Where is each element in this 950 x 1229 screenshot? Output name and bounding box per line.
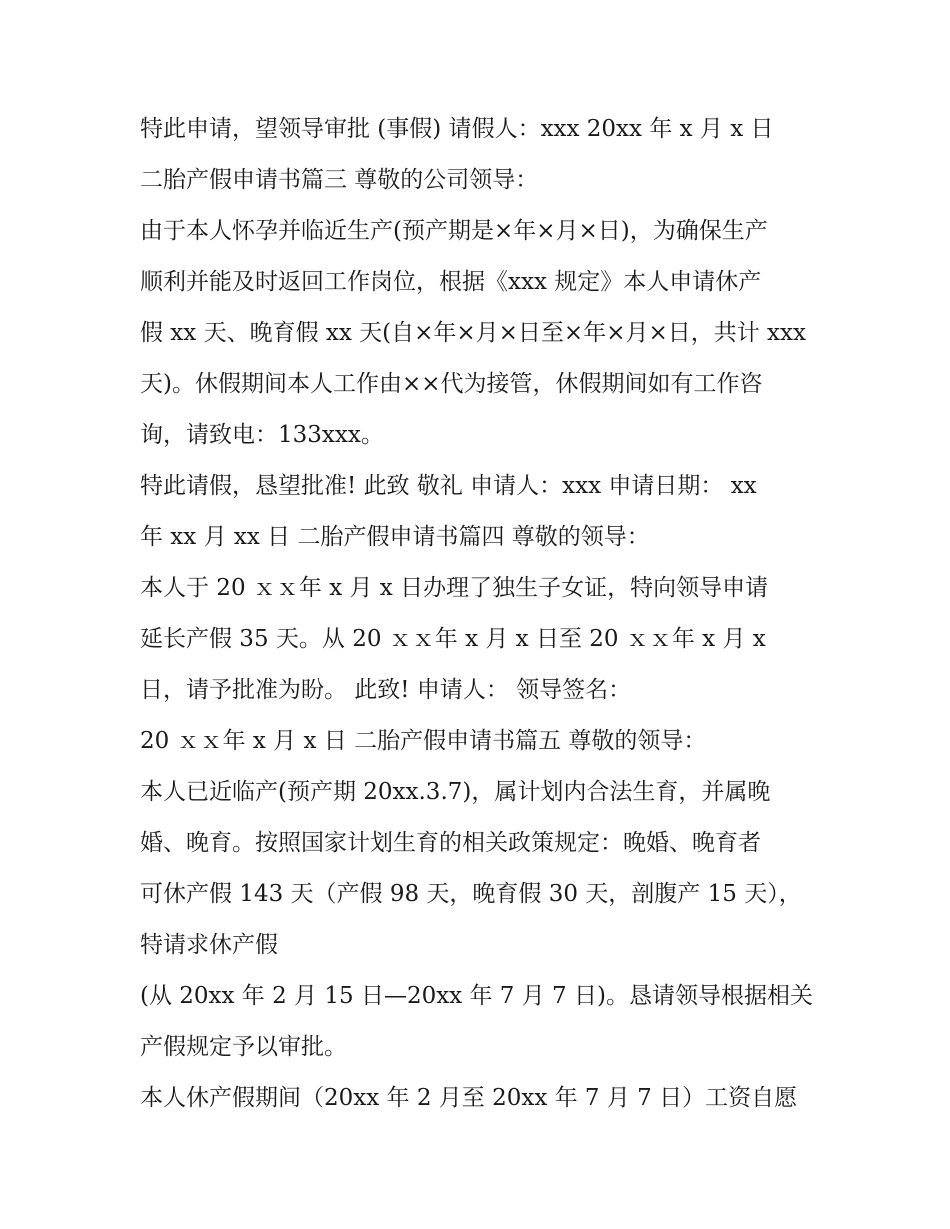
text-line: 天)。休假期间本人工作由××代为接管，休假期间如有工作咨 <box>140 371 763 397</box>
text-line: 本人已近临产(预产期 20xx.3.7)，属计划内合法生育，并属晚 <box>140 779 771 805</box>
text-line: 日，请予批准为盼。 此致! 申请人： 领导签名： <box>140 677 632 703</box>
text-line: 询，请致电：133xxx。 <box>140 422 384 448</box>
text-line: 产假规定予以审批。 <box>140 1034 347 1060</box>
text-line: 由于本人怀孕并临近生产(预产期是×年×月×日)，为确保生产 <box>140 218 768 244</box>
text-line: 20 ｘｘ年 x 月 x 日 二胎产假申请书篇五 尊敬的领导： <box>140 728 707 754</box>
text-line: 假 xx 天、晚育假 xx 天(自×年×月×日至×年×月×日，共计 xxx <box>140 320 806 346</box>
text-line: 本人休产假期间（20xx 年 2 月至 20xx 年 7 月 7 日）工资自愿 <box>140 1085 798 1111</box>
text-line: 延长产假 35 天。从 20 ｘｘ年 x 月 x 日至 20 ｘｘ年 x 月 x <box>140 626 766 652</box>
text-line: 年 xx 月 xx 日 二胎产假申请书篇四 尊敬的领导： <box>140 524 650 550</box>
text-line: 婚、晚育。按照国家计划生育的相关政策规定：晚婚、晚育者 <box>140 830 761 856</box>
text-line: 本人于 20 ｘｘ年 x 月 x 日办理了独生子女证，特向领导申请 <box>140 575 769 601</box>
text-line: 特此请假，恳望批准! 此致 敬礼 申请人：xxx 申请日期： xx <box>140 473 757 499</box>
text-line: 特请求休产假 <box>140 932 278 958</box>
text-line: 可休产假 143 天（产假 98 天，晚育假 30 天，剖腹产 15 天）， <box>140 881 802 907</box>
text-line: 二胎产假申请书篇三 尊敬的公司领导： <box>140 167 539 193</box>
text-line: 特此申请，望领导审批 (事假) 请假人：xxx 20xx 年 x 月 x 日 <box>140 116 774 142</box>
text-line: (从 20xx 年 2 月 15 日—20xx 年 7 月 7 日)。恳请领导根据相关 <box>140 983 813 1009</box>
document-body <box>140 104 820 1124</box>
text-line: 顺利并能及时返回工作岗位，根据《xxx 规定》本人申请休产 <box>140 269 762 295</box>
